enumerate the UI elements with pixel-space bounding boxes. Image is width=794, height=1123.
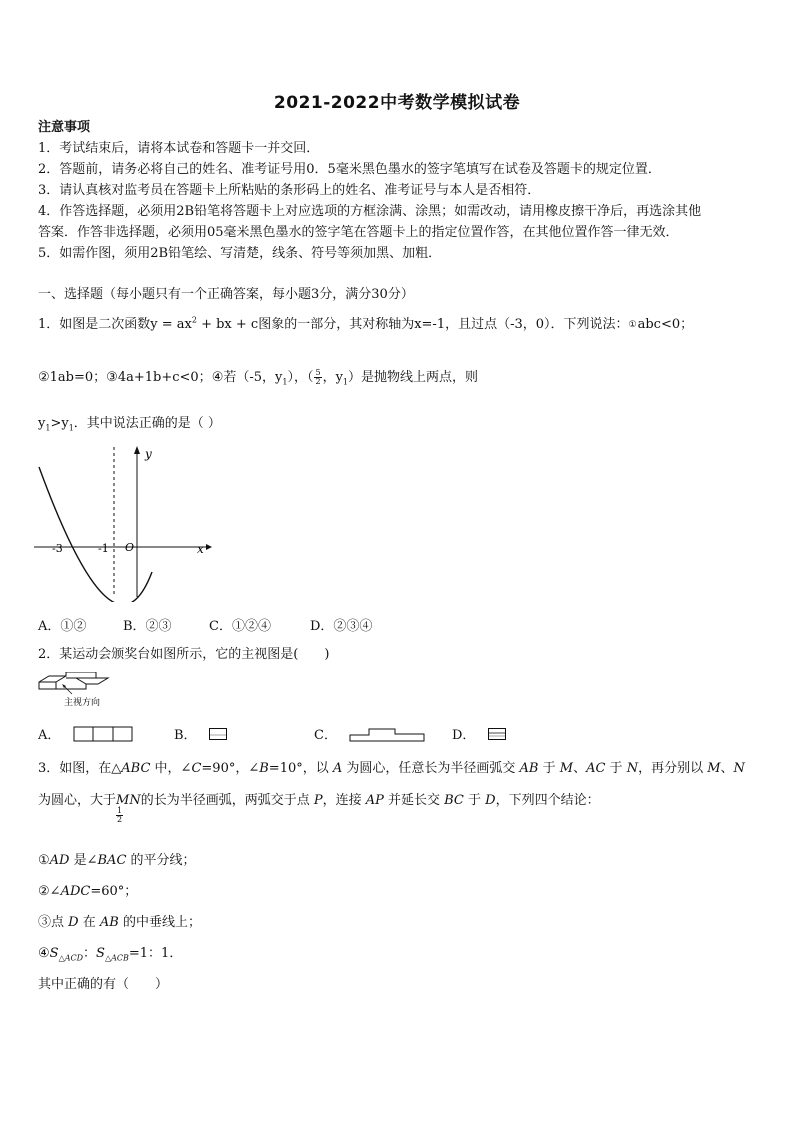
q1-option-d[interactable]: D．②③④ (310, 619, 373, 634)
q3-conclusion-2: ②∠ADC=60°； (38, 884, 138, 899)
option-b-figure (209, 728, 227, 740)
q1-option-b[interactable]: B．②③ (123, 619, 172, 634)
q1-line3: $y_1>y_1$．其中说法正确的是（ ） (38, 416, 221, 433)
notice-item: 答案．作答非选择题，必须用05毫米黑色墨水的签字笔在答题卡上的指定位置作答，在其他位置作答一律无效． (38, 225, 679, 240)
fraction: $\frac{5}{2}$ (315, 368, 321, 386)
y-label: y (145, 447, 152, 461)
q3-conclusion-4: $④S_{\triangle ACD}$：$S_{\triangle ACB}=1$：1． (38, 946, 183, 963)
tick-neg3: -3 (52, 542, 63, 555)
q3-line2: 为圆心，大于MN $\frac{1}{2}$ 的长为半径画弧，两弧交于点 P，连接 AP 并延长交 BC 于 D，下列四个结论： (38, 793, 600, 824)
q3-ask: 其中正确的有（ ） (38, 977, 169, 992)
x-axis-arrow (206, 544, 212, 550)
q1-line2: ②1ab=0；③4a+1b+c<0；④若（-5，$y_1$），（ $\frac{5}{2}$ ，$y_1$）是抛物线上两点，则 (38, 368, 479, 387)
parabola-curve (39, 467, 152, 602)
option-c-figure (349, 726, 425, 742)
q2-option-c[interactable]: C． (314, 724, 425, 743)
notice-item: 2．答题前，请务必将自己的姓名、准考证号用0．5毫米黑色墨水的签字笔填写在试卷及答题卡的规定位置． (38, 162, 661, 177)
q2-text: 2．某运动会颁奖台如图所示，它的主视图是( ) (38, 647, 330, 662)
notice-item: 5．如需作图，须用2B铅笔绘、写清楚，线条、符号等须加黑、加粗． (38, 246, 442, 261)
notice-item: 3．请认真核对监考员在答题卡上所粘贴的条形码上的姓名、准考证号与本人是否相符． (38, 183, 541, 198)
q3-line1: 3．如图，在△ABC 中，∠C=90°，∠B=10°，以 A 为圆心，任意长为半径画弧交 AB 于 M、AC 于 N，再分别以 M、N (38, 761, 745, 776)
direction-label: 主视方向 (64, 698, 101, 708)
option-a-figure (73, 726, 133, 742)
section-heading: 一、选择题（每小题只有一个正确答案，每小题3分，满分30分） (38, 287, 414, 302)
q3-conclusion-3: ③点 D 在 AB 的中垂线上； (38, 915, 201, 930)
q3-conclusion-1: ①AD 是∠BAC 的平分线； (38, 853, 196, 868)
notice-item: 1．考试结束后，请将本试卷和答题卡一并交回． (38, 141, 320, 156)
notice-item: 4．作答选择题，必须用2B铅笔将答题卡上对应选项的方框涂满、涂黑；如需改动，请用橡皮擦干净后，再选涂其他 (38, 204, 702, 219)
x-label: x (197, 542, 204, 556)
q2-option-a[interactable]: A． (38, 724, 133, 743)
origin-label: O (125, 541, 135, 554)
podium-figure (36, 672, 116, 708)
parabola-graph (34, 442, 214, 602)
tick-neg1: -1 (98, 542, 109, 555)
page-title: 2021-2022中考数学模拟试卷 (273, 93, 521, 113)
y-axis-arrow (134, 446, 140, 454)
q1-line1: 1．如图是二次函数$y = ax^2$ + bx + c图象的一部分，其对称轴为x=-1，且过点（-3，0）．下列说法：①abc<0； (38, 315, 694, 332)
q1-option-a[interactable]: A．①② (38, 619, 87, 634)
q2-option-b[interactable]: B． (174, 724, 227, 743)
option-d-figure (488, 728, 506, 740)
notice-heading: 注意事项 (38, 120, 91, 135)
q1-option-c[interactable]: C．①②④ (209, 619, 271, 634)
q2-option-d[interactable]: D． (452, 724, 506, 743)
